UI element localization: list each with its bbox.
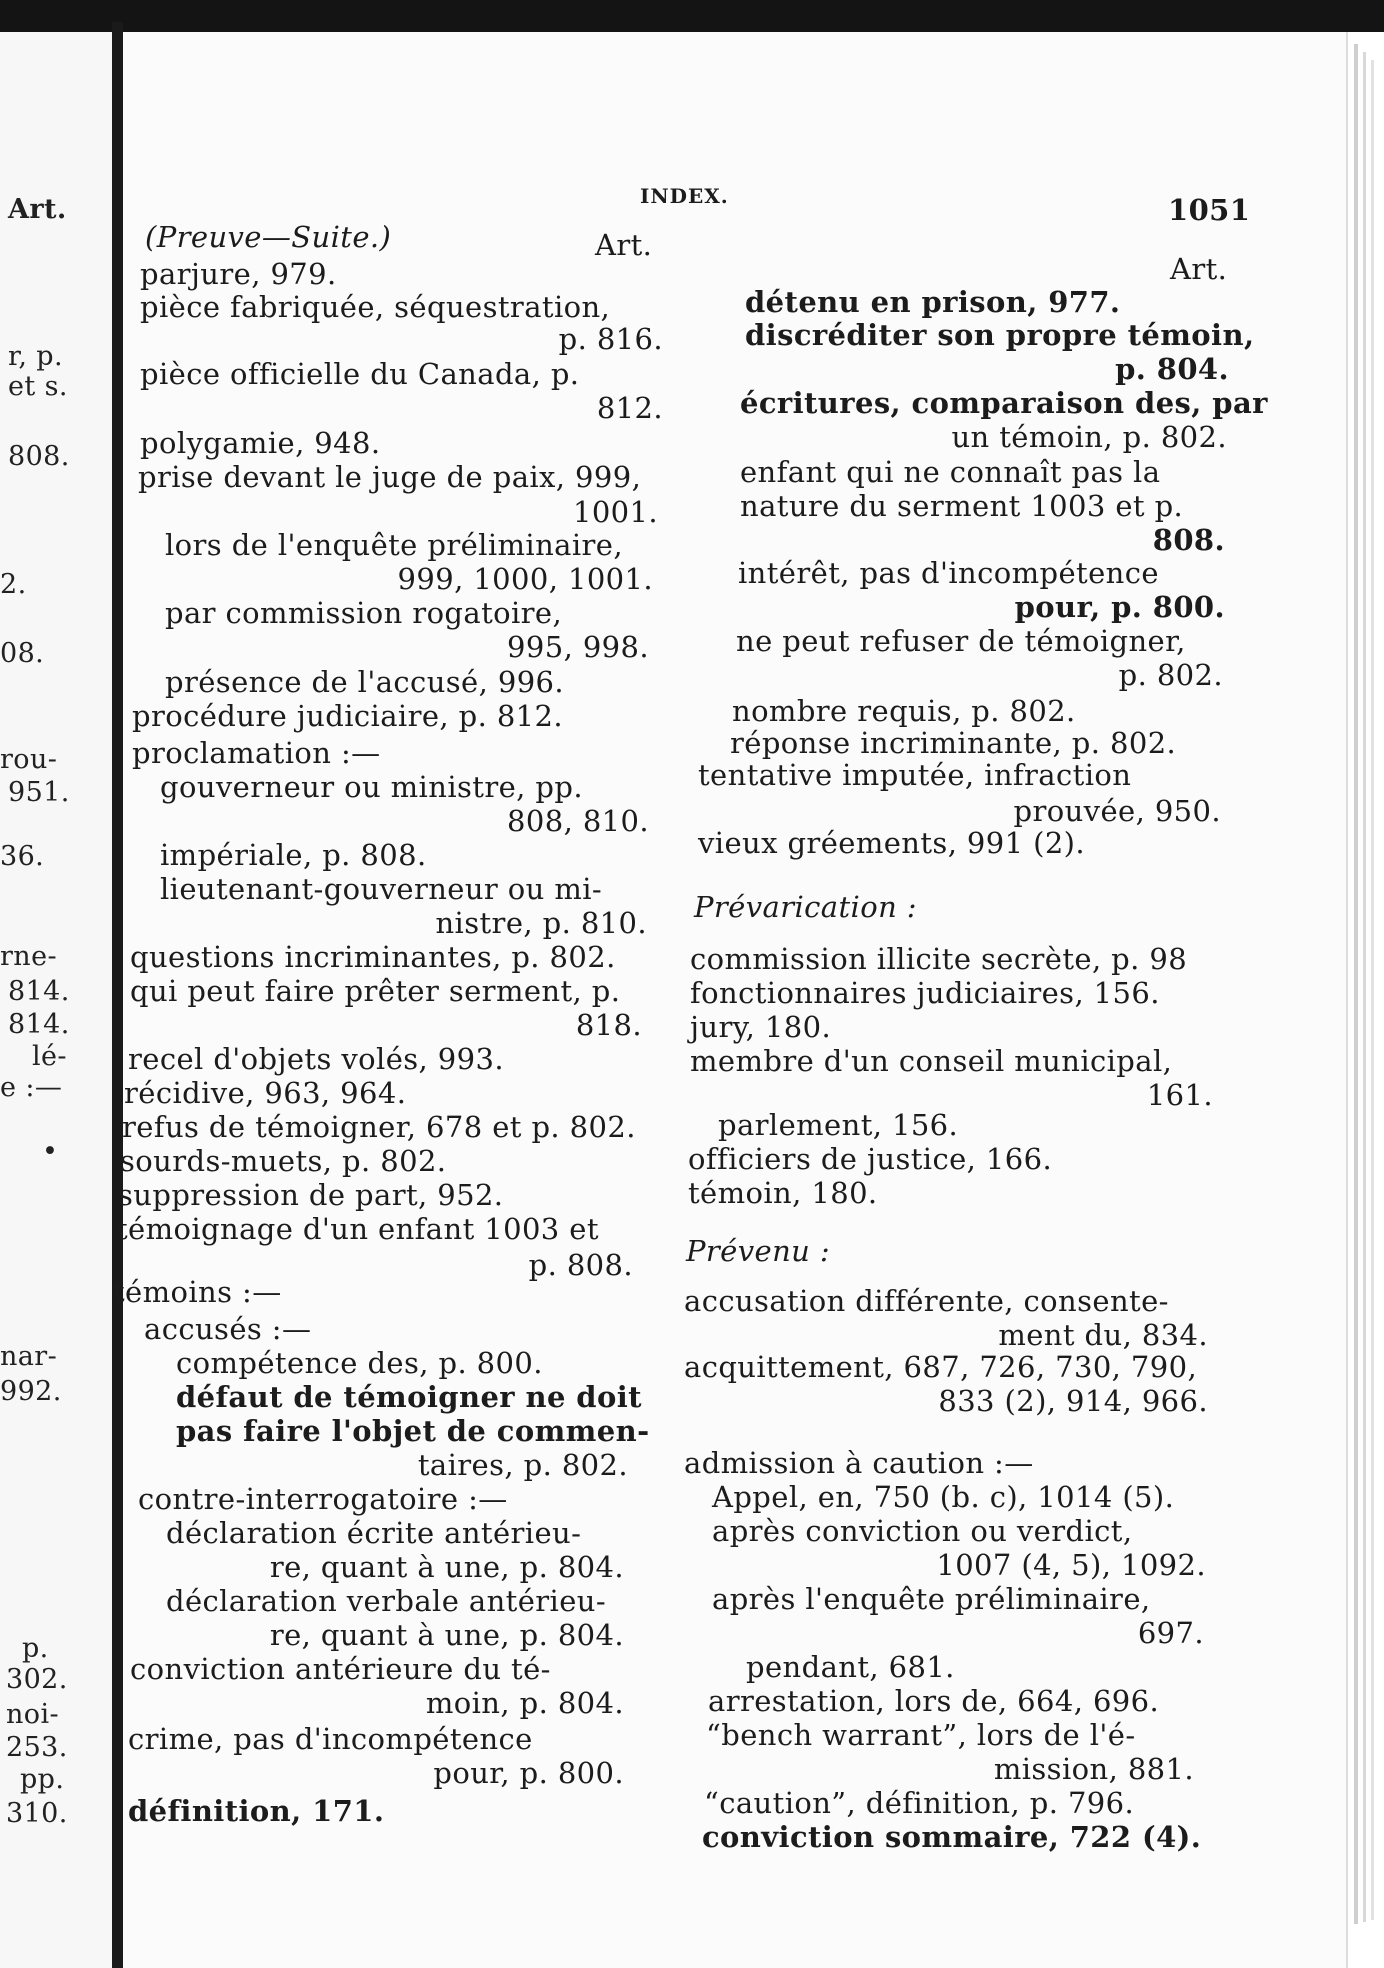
fragment-line: lé- [32,1041,67,1072]
index-subentry: discréditer son propre témoin, [745,318,1255,352]
index-subentry: nombre requis, p. 802. [732,694,1076,728]
fragment-line: et s. [8,371,68,402]
section-heading: Prévenu : [686,1234,831,1268]
index-entry: fonctionnaires judiciaires, 156. [690,976,1160,1010]
fragment-line: • [42,1136,59,1167]
index-entry-cont: p. 802. [1118,658,1223,692]
index-subentry: crime, pas d'incompétence [128,1722,533,1756]
fragment-line: r, p. [8,341,63,372]
index-subentry: détenu en prison, 977. [745,285,1121,319]
fragment-line: 2. [0,569,27,600]
fragment-line: pp. [20,1764,65,1795]
index-entry-cont: re, quant à une, p. 804. [269,1550,624,1584]
index-subentry: présence de l'accusé, 996. [165,665,565,699]
index-entry: pièce fabriquée, séquestration, [140,290,611,324]
index-entry-cont: taires, p. 802. [417,1448,628,1482]
fragment-line: 310. [6,1798,68,1829]
index-subentry: après l'enquête préliminaire, [712,1582,1151,1616]
index-entry-cont: 697. [1137,1616,1204,1650]
fragment-line: noi- [6,1699,60,1730]
index-entry: prise devant le juge de paix, 999, [138,460,642,494]
index-subentry: intérêt, pas d'incompétence [738,556,1159,590]
fragment-line: 36. [0,841,45,872]
fragment-line: Art. [8,194,67,225]
fragment-line: 08. [0,638,45,669]
index-entry-cont: 1007 (4, 5), 1092. [936,1548,1206,1582]
index-subentry: contre-interrogatoire :— [138,1482,508,1516]
fragment-line: 814. [8,1009,70,1040]
fragment-line: p. [22,1633,49,1664]
fragment-line: 808. [8,441,70,472]
fragment-line: 302. [6,1664,68,1695]
page-number: 1051 [1168,193,1251,227]
index-subsubentry: déclaration verbale antérieu- [166,1584,607,1618]
index-entry: qui peut faire prêter serment, p. [130,974,621,1008]
index-entry: accusation différente, consente- [684,1284,1169,1318]
fragment-line: 951. [8,777,70,808]
index-subentry: accusés :— [144,1312,312,1346]
fragment-line: 814. [8,976,70,1007]
index-entry: témoins :— [113,1275,282,1309]
index-subsubentry: compétence des, p. 800. [176,1346,543,1380]
index-subsubentry: déclaration écrite antérieu- [166,1516,582,1550]
index-entry-cont: 833 (2), 914, 966. [938,1384,1208,1418]
index-entry-cont: 995, 998. [507,630,649,664]
index-entry: témoignage d'un enfant 1003 et [116,1212,599,1246]
index-subsubentry: pas faire l'objet de commen- [176,1414,650,1448]
index-entry: admission à caution :— [684,1446,1034,1480]
fragment-line: nar- [0,1341,58,1372]
index-entry: conviction sommaire, 722 (4). [702,1820,1202,1854]
index-subentry: impériale, p. 808. [160,838,427,872]
index-entry: arrestation, lors de, 664, 696. [708,1684,1160,1718]
index-entry: tentative imputée, infraction [698,758,1132,792]
section-heading: Prévarication : [694,890,917,924]
index-entry-cont: mission, 881. [993,1752,1194,1786]
index-subentry: réponse incriminante, p. 802. [730,726,1177,760]
fragment-line: 253. [6,1732,68,1763]
index-entry: acquittement, 687, 726, 730, 790, [684,1350,1198,1384]
fragment-line: rou- [0,744,58,775]
fragment-line: e :— [0,1072,63,1103]
index-entry: jury, 180. [690,1010,832,1044]
index-subentry: écritures, comparaison des, par [740,386,1268,420]
index-subentry: Appel, en, 750 (b. c), 1014 (5). [712,1480,1175,1514]
index-entry-cont: 999, 1000, 1001. [397,562,653,596]
index-entry-cont: 808, 810. [507,804,649,838]
index-entry: commission illicite secrète, p. 98 [690,942,1188,976]
index-entry: polygamie, 948. [140,426,381,460]
index-entry-cont: re, quant à une, p. 804. [269,1618,624,1652]
index-entry: suppression de part, 952. [118,1178,504,1212]
index-entry-cont: p. 816. [558,322,663,356]
index-entry: “bench warrant”, lors de l'é- [706,1718,1136,1752]
index-entry-cont: pour, p. 800. [433,1756,624,1790]
index-entry-cont: p. 808. [528,1248,633,1282]
index-entry-cont: 161. [1146,1078,1213,1112]
index-subentry: gouverneur ou ministre, pp. [160,770,583,804]
index-subentry: enfant qui ne connaît pas la [740,455,1161,489]
index-entry-cont: p. 804. [1115,352,1229,386]
index-entry: “caution”, définition, p. 796. [704,1786,1135,1820]
index-subentry: parlement, 156. [718,1108,959,1142]
index-entry: recel d'objets volés, 993. [128,1042,504,1076]
index-subentry: pendant, 681. [746,1650,955,1684]
fragment-line: 992. [0,1376,62,1407]
index-entry: pièce officielle du Canada, p. [140,357,580,391]
index-subsubentry: défaut de témoigner ne doit [176,1380,642,1414]
running-head: INDEX. [640,184,729,208]
index-entry-cont: pour, p. 800. [1014,590,1225,624]
index-entry-cont: nistre, p. 810. [435,906,647,940]
index-entry-cont: prouvée, 950. [1013,794,1221,828]
section-continuation: (Preuve—Suite.) [145,220,392,254]
index-entry: proclamation :— [132,736,381,770]
index-entry: témoin, 180. [688,1176,878,1210]
index-entry: définition, 171. [128,1794,385,1828]
index-entry-cont: 808. [1152,523,1225,557]
index-entry: récidive, 963, 964. [124,1076,407,1110]
fragment-line: rne- [0,941,57,972]
art-label: Art. [595,228,653,262]
index-entry-cont: 818. [575,1008,642,1042]
index-subentry: lieutenant-gouverneur ou mi- [160,872,603,906]
index-entry: officiers de justice, 166. [688,1142,1053,1176]
index-subentry: nature du serment 1003 et p. [740,489,1184,523]
index-entry: sourds-muets, p. 802. [120,1144,447,1178]
index-entry: vieux gréements, 991 (2). [698,826,1085,860]
index-subentry: après conviction ou verdict, [712,1514,1133,1548]
index-entry-cont: ment du, 834. [998,1318,1208,1352]
index-entry-cont: 1001. [572,495,658,529]
index-subentry: conviction antérieure du té- [130,1652,551,1686]
art-label: Art. [1170,252,1228,286]
index-subentry: par commission rogatoire, [165,596,563,630]
index-entry-cont: moin, p. 804. [425,1686,624,1720]
index-entry: questions incriminantes, p. 802. [130,940,616,974]
index-entry: refus de témoigner, 678 et p. 802. [122,1110,636,1144]
index-entry: parjure, 979. [140,257,337,291]
index-entry-cont: un témoin, p. 802. [951,420,1227,454]
index-subentry: ne peut refuser de témoigner, [736,624,1186,658]
index-subentry: lors de l'enquête préliminaire, [165,528,623,562]
index-entry-cont: 812. [596,391,663,425]
index-entry: procédure judiciaire, p. 812. [132,699,563,733]
index-entry: membre d'un conseil municipal, [690,1044,1173,1078]
